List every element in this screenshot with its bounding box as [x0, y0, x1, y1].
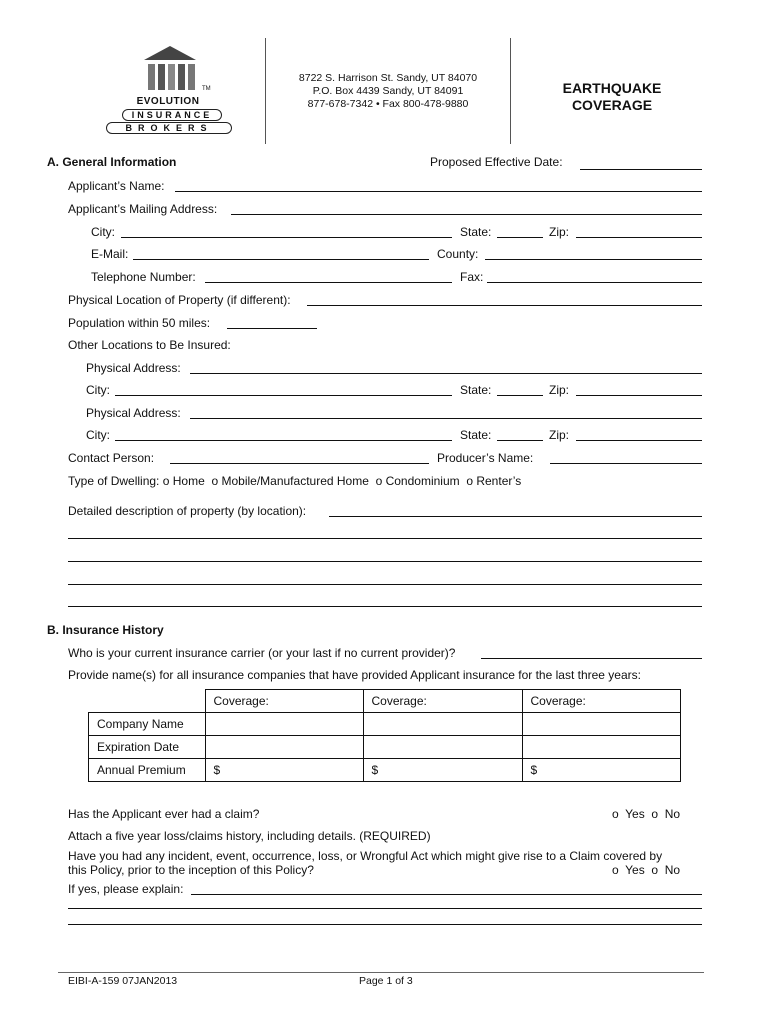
- zip-field[interactable]: [576, 237, 702, 238]
- physical-location-field[interactable]: [307, 305, 702, 306]
- radio-circle-icon: o: [651, 863, 659, 877]
- dwelling-type-label: Type of Dwelling:: [68, 474, 160, 488]
- proposed-effective-date-field[interactable]: [580, 169, 702, 170]
- producer-name-label: Producer’s Name:: [437, 451, 534, 465]
- header-divider-left: [265, 38, 266, 144]
- explain-field[interactable]: [191, 894, 702, 895]
- building-columns-icon: [140, 44, 200, 94]
- state-2-field[interactable]: [497, 395, 543, 396]
- population-field[interactable]: [227, 328, 317, 329]
- physical-address-1-field[interactable]: [190, 373, 702, 374]
- footer-rule: [58, 972, 704, 973]
- logo-line-insurance: INSURANCE: [122, 109, 222, 121]
- radio-circle-icon: o: [612, 807, 619, 821]
- company-name-cell-1[interactable]: [205, 713, 363, 736]
- mailing-address-field[interactable]: [231, 214, 702, 215]
- company-address: [268, 72, 508, 111]
- physical-address-2-field[interactable]: [190, 418, 702, 419]
- description-line-3[interactable]: [68, 561, 702, 562]
- annual-premium-cell-2[interactable]: $: [363, 759, 522, 782]
- zip-2-label: Zip:: [549, 383, 570, 397]
- coverage-header-3: Coverage:: [522, 690, 680, 713]
- contact-person-label: Contact Person:: [68, 451, 155, 465]
- dwelling-renters-radio[interactable]: o Renter’s: [466, 474, 522, 488]
- zip-3-label: Zip:: [549, 428, 570, 442]
- physical-location-label: Physical Location of Property (if different):: [68, 293, 291, 307]
- city-3-label: City:: [86, 428, 110, 442]
- explain-line-3[interactable]: [68, 924, 702, 925]
- radio-circle-icon: o: [211, 474, 219, 488]
- city-2-field[interactable]: [115, 395, 452, 396]
- logo-line-brokers: BROKERS: [106, 122, 232, 134]
- applicant-name-label: Applicant’s Name:: [68, 179, 165, 193]
- other-locations-label: Other Locations to Be Insured:: [68, 338, 231, 352]
- current-carrier-label: Who is your current insurance carrier (or your last if no current provider)?: [68, 646, 456, 660]
- current-carrier-field[interactable]: [481, 658, 702, 659]
- email-label: E-Mail:: [91, 247, 129, 261]
- company-name-cell-2[interactable]: [363, 713, 522, 736]
- row-label-expiration-date: Expiration Date: [89, 736, 206, 759]
- radio-circle-icon: o: [651, 807, 659, 821]
- fax-label: Fax:: [460, 270, 484, 284]
- radio-circle-icon: o: [466, 474, 473, 488]
- dwelling-home-radio[interactable]: o Home: [162, 474, 205, 488]
- fax-field[interactable]: [487, 282, 702, 283]
- claim-yes-no: [612, 807, 680, 821]
- incident-no-radio[interactable]: o No: [651, 863, 681, 877]
- state-3-field[interactable]: [497, 440, 543, 441]
- coverage-header-1: Coverage:: [205, 690, 363, 713]
- telephone-label: Telephone Number:: [91, 270, 196, 284]
- section-a-heading: A. General Information: [47, 155, 177, 169]
- header-divider-right: [510, 38, 511, 144]
- mailing-address-label: Applicant’s Mailing Address:: [68, 202, 218, 216]
- claim-yes-radio[interactable]: o Yes: [612, 807, 645, 821]
- county-label: County:: [437, 247, 479, 261]
- incident-yes-no: [612, 863, 680, 877]
- zip-3-field[interactable]: [576, 440, 702, 441]
- radio-circle-icon: o: [162, 474, 170, 488]
- description-line-5[interactable]: [68, 606, 702, 607]
- expiration-date-cell-1[interactable]: [205, 736, 363, 759]
- coverage-header-2: Coverage:: [363, 690, 522, 713]
- state-2-label: State:: [460, 383, 492, 397]
- zip-label: Zip:: [549, 225, 570, 239]
- incident-question-line-2: this Policy, prior to the inception of this Policy?: [68, 863, 314, 877]
- row-label-annual-premium: Annual Premium: [89, 759, 206, 782]
- county-field[interactable]: [485, 259, 702, 260]
- telephone-field[interactable]: [205, 282, 452, 283]
- address-line-1: 8722 S. Harrison St. Sandy, UT 84070: [298, 72, 478, 84]
- state-field[interactable]: [497, 237, 543, 238]
- proposed-effective-date-label: Proposed Effective Date:: [430, 155, 563, 169]
- dwelling-mobile-radio[interactable]: o Mobile/Manufactured Home: [211, 474, 369, 488]
- expiration-date-cell-3[interactable]: [522, 736, 680, 759]
- page-number: Page 1 of 3: [359, 975, 413, 987]
- zip-2-field[interactable]: [576, 395, 702, 396]
- detailed-description-label: Detailed description of property (by location):: [68, 504, 307, 518]
- description-line-2[interactable]: [68, 538, 702, 539]
- logo-brand: EVOLUTION: [136, 96, 200, 107]
- company-name-cell-3[interactable]: [522, 713, 680, 736]
- explain-label: If yes, please explain:: [68, 882, 184, 896]
- radio-circle-icon: o: [612, 863, 619, 877]
- producer-name-field[interactable]: [550, 463, 702, 464]
- incident-question-line-1: Have you had any incident, event, occurrence, loss, or Wrongful Act which might give rise to a Claim covered by: [68, 849, 663, 863]
- dwelling-type-row: [68, 474, 521, 488]
- dwelling-condo-radio[interactable]: o Condominium: [375, 474, 460, 488]
- address-line-2: P.O. Box 4439 Sandy, UT 84091: [312, 85, 464, 97]
- state-3-label: State:: [460, 428, 492, 442]
- form-id: EIBI-A-159 07JAN2013: [68, 975, 178, 987]
- description-line-4[interactable]: [68, 584, 702, 585]
- provide-names-label: Provide name(s) for all insurance companies that have provided Applicant insurance for the last three years:: [68, 668, 641, 682]
- detailed-description-field[interactable]: [329, 516, 702, 517]
- claim-no-radio[interactable]: o No: [651, 807, 681, 821]
- applicant-name-field[interactable]: [175, 191, 702, 192]
- explain-line-2[interactable]: [68, 908, 702, 909]
- expiration-date-cell-2[interactable]: [363, 736, 522, 759]
- state-label: State:: [460, 225, 492, 239]
- attach-history-label: Attach a five year loss/claims history, including details. (REQUIRED): [68, 829, 431, 843]
- claim-question-label: Has the Applicant ever had a claim?: [68, 807, 260, 821]
- radio-circle-icon: o: [375, 474, 383, 488]
- physical-address-2-label: Physical Address:: [86, 406, 181, 420]
- city-3-field[interactable]: [115, 440, 452, 441]
- logo-trademark: TM: [202, 86, 211, 92]
- physical-address-1-label: Physical Address:: [86, 361, 181, 375]
- annual-premium-cell-1[interactable]: $: [205, 759, 363, 782]
- city-field[interactable]: [121, 237, 452, 238]
- address-phone-fax: 877-678-7342 • Fax 800-478-9880: [307, 98, 469, 110]
- incident-yes-radio[interactable]: o Yes: [612, 863, 645, 877]
- email-field[interactable]: [133, 259, 429, 260]
- population-label: Population within 50 miles:: [68, 316, 211, 330]
- annual-premium-cell-3[interactable]: $: [522, 759, 680, 782]
- form-title: EARTHQUAKE COVERAGE: [562, 80, 662, 113]
- row-label-company-name: Company Name: [89, 713, 206, 736]
- insurance-history-table: [88, 689, 681, 782]
- contact-person-field[interactable]: [170, 463, 429, 464]
- city-2-label: City:: [86, 383, 110, 397]
- city-label: City:: [91, 225, 115, 239]
- section-b-heading: B. Insurance History: [47, 623, 164, 637]
